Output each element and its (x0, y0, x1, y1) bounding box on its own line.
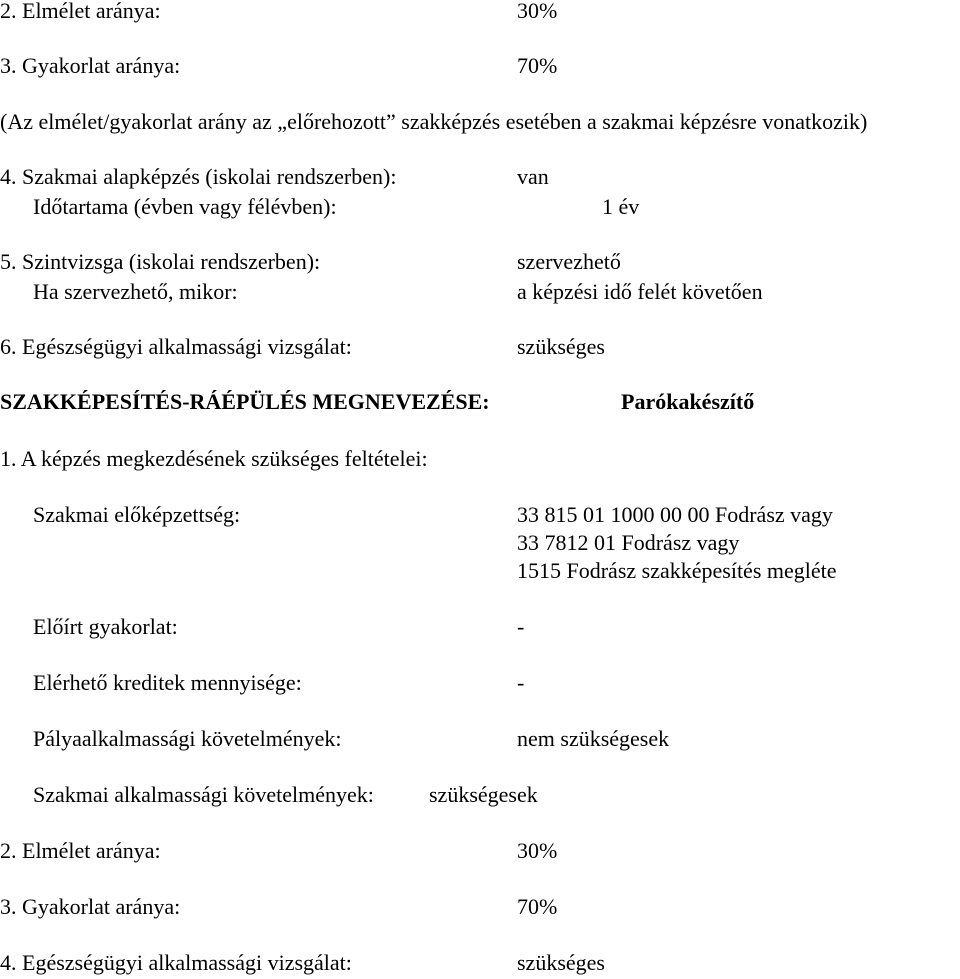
elmelet-arany-value: 30% (517, 0, 558, 23)
idotartam-value: 1 év (602, 194, 640, 219)
gyakorlat-arany-2-label: 3. Gyakorlat aránya: (0, 894, 181, 919)
gyakorlat-arany-2-value: 70% (517, 894, 558, 919)
elmelet-arany-2-value: 30% (517, 838, 558, 863)
raepules-megnevezese-value: Parókakészítő (621, 389, 755, 414)
szintvizsga-mikor-label: Ha szervezhető, mikor: (33, 279, 238, 304)
szintvizsga-value: szervezhető (517, 249, 621, 274)
palyaalkalmassagi-label: Pályaalkalmassági követelmények: (33, 726, 342, 751)
szintvizsga-mikor-value: a képzési idő felét követően (517, 279, 763, 304)
egeszsegugyi-vizsgalat-2-label: 4. Egészségügyi alkalmassági vizsgálat: (0, 950, 352, 975)
idotartam-label: Időtartama (évben vagy félévben): (33, 194, 337, 219)
szakmai-elokepzettseg-value-3: 1515 Fodrász szakképesítés megléte (517, 558, 837, 583)
kreditek-value: - (517, 670, 525, 695)
szintvizsga-label: 5. Szintvizsga (iskolai rendszerben): (0, 249, 321, 274)
alapkepzes-label: 4. Szakmai alapképzés (iskolai rendszerben): (0, 164, 397, 189)
arany-megjegyzes: (Az elmélet/gyakorlat arány az „előrehozott” szakképzés esetében a szakmai képzésre vonatkozik) (0, 109, 868, 134)
gyakorlat-arany-label: 3. Gyakorlat aránya: (0, 53, 181, 78)
szakmai-elokepzettseg-label: Szakmai előképzettség: (33, 502, 241, 527)
szakmai-alkalmassagi-label: Szakmai alkalmassági követelmények: (33, 782, 374, 807)
eloirt-gyakorlat-label: Előírt gyakorlat: (33, 614, 178, 639)
raepules-megnevezese-heading: SZAKKÉPESÍTÉS-RÁÉPÜLÉS MEGNEVEZÉSE: (0, 389, 490, 414)
egeszsegugyi-vizsgalat-value: szükséges (517, 334, 605, 359)
palyaalkalmassagi-value: nem szükségesek (517, 726, 670, 751)
elmelet-arany-label: 2. Elmélet aránya: (0, 0, 161, 23)
egeszsegugyi-vizsgalat-label: 6. Egészségügyi alkalmassági vizsgálat: (0, 334, 352, 359)
egeszsegugyi-vizsgalat-2-value: szükséges (517, 950, 605, 975)
szakmai-alkalmassagi-value: szükségesek (429, 782, 538, 807)
kreditek-label: Elérhető kreditek mennyisége: (33, 670, 302, 695)
szakmai-elokepzettseg-value-1: 33 815 01 1000 00 00 Fodrász vagy (517, 502, 833, 527)
eloirt-gyakorlat-value: - (517, 614, 525, 639)
gyakorlat-arany-value: 70% (517, 53, 558, 78)
szakmai-elokepzettseg-value-2: 33 7812 01 Fodrász vagy (517, 530, 740, 555)
alapkepzes-value: van (517, 164, 549, 189)
kepzes-feltetelei-label: 1. A képzés megkezdésének szükséges feltételei: (0, 446, 428, 471)
elmelet-arany-2-label: 2. Elmélet aránya: (0, 838, 161, 863)
